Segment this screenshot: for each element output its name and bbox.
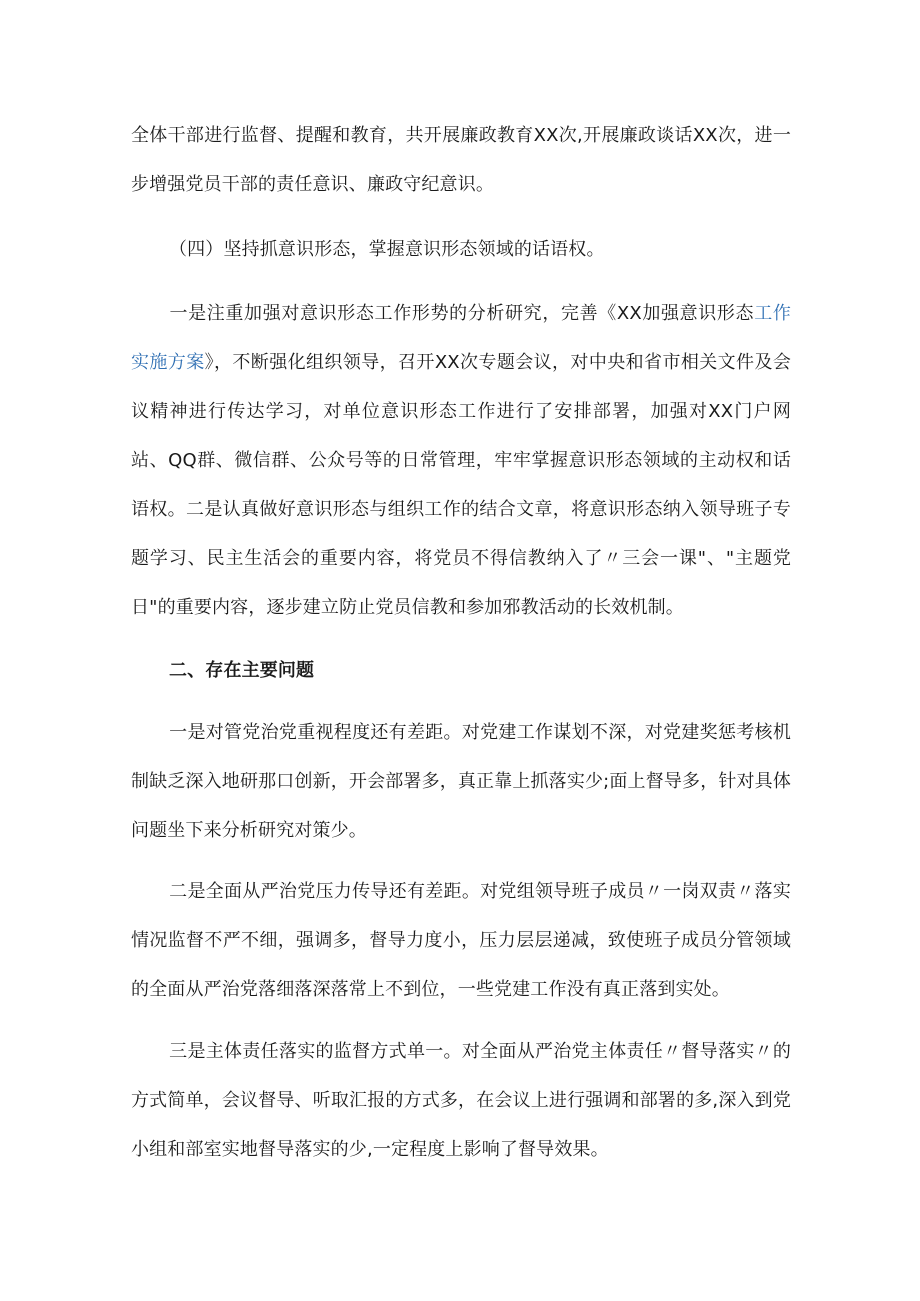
paragraph-supervision xyxy=(131,111,791,209)
paragraph-problem-two xyxy=(131,867,791,1014)
paragraph-text: 一是对管党治党重视程度还有差距。对党建工作谋划不深，对党建奖惩考核机制缺乏深入地研那口创新，开会部署多，真正靠上抓落实少;面上督导多，针对具体问题坐下来分析研究对策少。 xyxy=(131,722,791,841)
paragraph-text: 二是全面从严治党压力传导还有差距。对党组领导班子成员〃一岗双责〃落实情况监督不严不细，强调多，督导力度小，压力层层递减，致使班子成员分管领域的全面从严治党落细落深落常上不到位，一些党建工作没有真正落到实处。 xyxy=(131,881,791,1000)
paragraph-text: 一是注重加强对意识形态工作形势的分析研究，完善《XX加强意识形态 xyxy=(169,303,755,324)
section-heading-problems xyxy=(131,646,791,695)
implementation-plan-link[interactable]: 工作实施方案 xyxy=(131,303,791,373)
paragraph-ideology-work xyxy=(131,289,791,632)
section-subtitle-ideology xyxy=(131,225,791,274)
paragraph-problem-three xyxy=(131,1027,791,1174)
paragraph-text: 》，不断强化组织领导，召开XX次专题会议，对中央和省市相关文件及会议精神进行传达学习，对单位意识形态工作进行了安排部署，加强对XX门户网站、QQ群、微信群、公众号等的日常管理，牢牢掌握意识形态领域的主动权和话语权。二是认真做好意识形态与组织工作的结合文章，将意识形态纳入领导班子专题学习、民主生活会的重要内容，将党员不得信教纳入了〃三会一课"、"主题党日"的重要内容，逐步建立防止党员信教和参加邪教活动的长效机制。 xyxy=(131,352,791,618)
paragraph-text: 三是主体责任落实的监督方式单一。对全面从严治党主体责任〃督导落实〃的方式简单，会议督导、听取汇报的方式多，在会议上进行强调和部署的多,深入到党小组和部室实地督导落实的少,一定程度上影响了督导效果。 xyxy=(131,1041,791,1160)
paragraph-text: 全体干部进行监督、提醒和教育，共开展廉政教育XX次,开展廉政谈话XX次，进一步增强党员干部的责任意识、廉政守纪意识。 xyxy=(131,125,791,195)
paragraph-problem-one xyxy=(131,708,791,855)
heading-text: 二、存在主要问题 xyxy=(169,660,315,681)
subtitle-text: （四）坚持抓意识形态，掌握意识形态领域的话语权。 xyxy=(169,239,605,260)
